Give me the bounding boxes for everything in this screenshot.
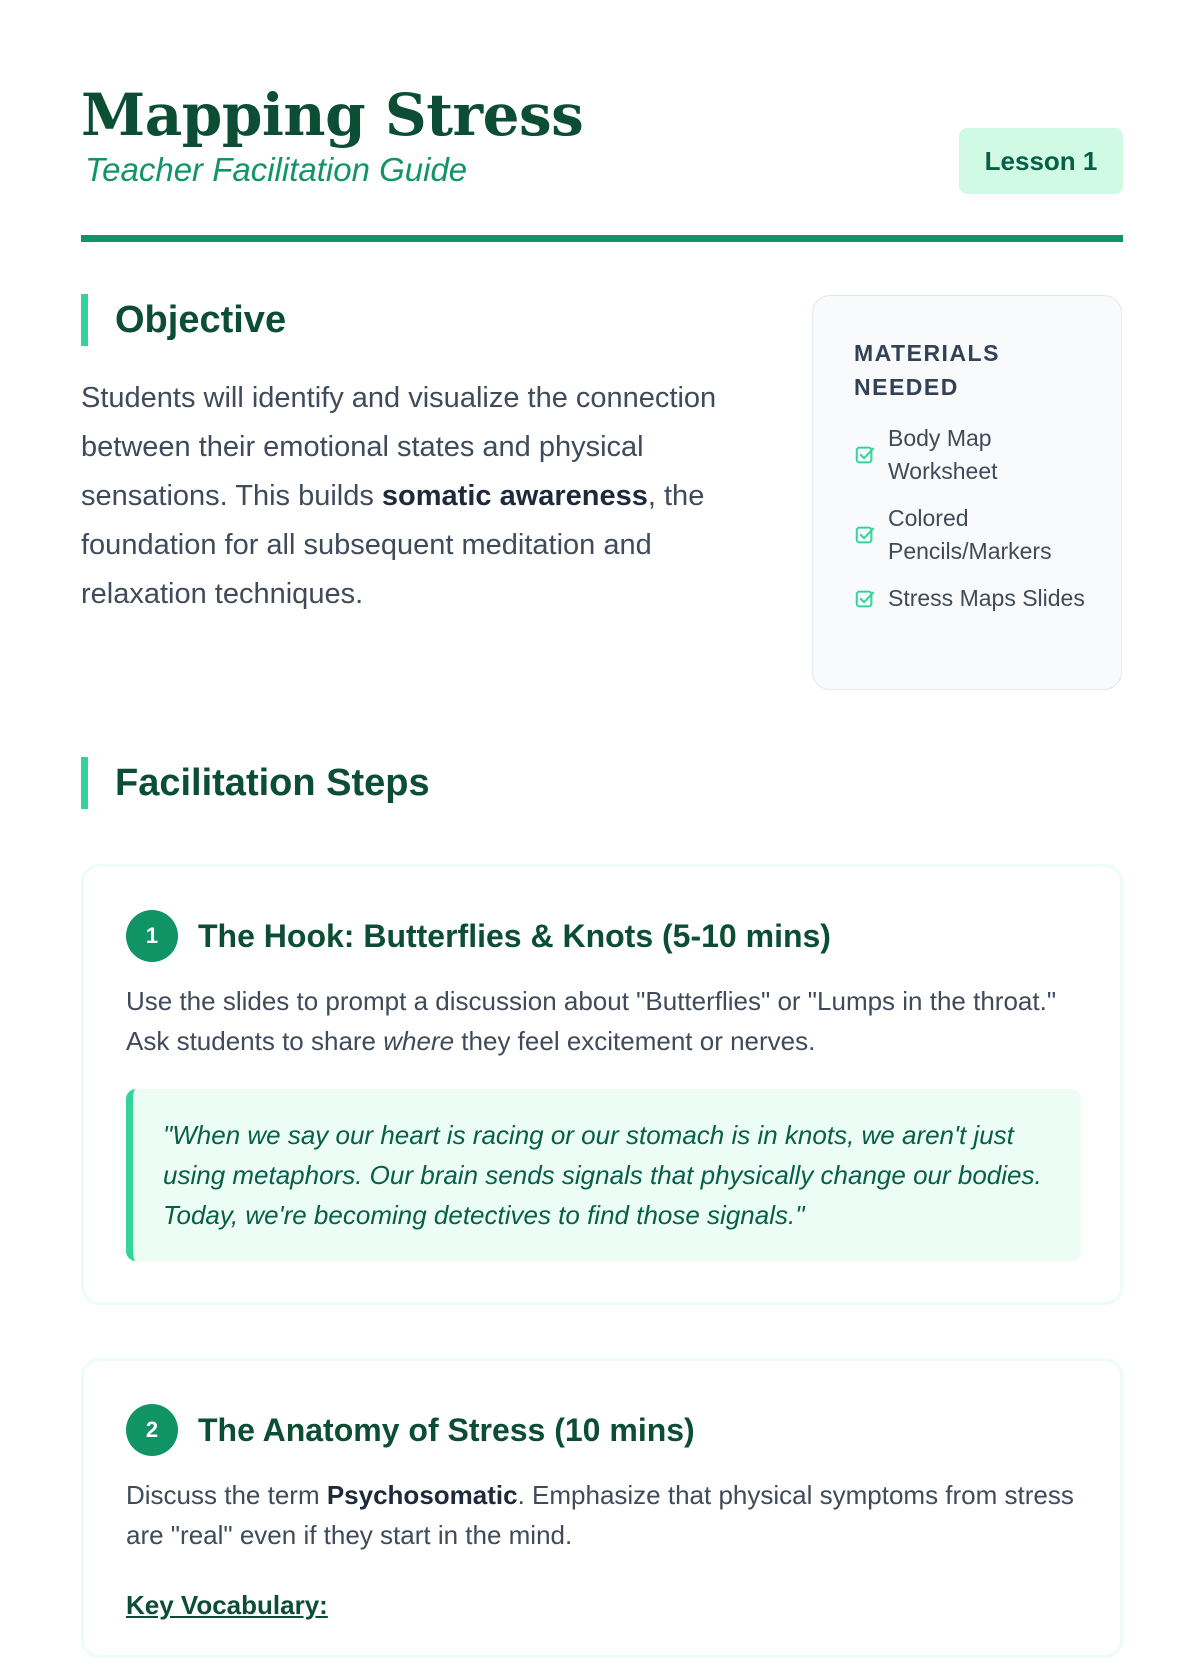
step-title: The Hook: Butterflies & Knots (5-10 mins) xyxy=(198,918,831,954)
checkbox-checked-icon xyxy=(854,588,876,610)
step-description-end: they feel excitement or nerves. xyxy=(454,1026,816,1056)
objective-text-bold: somatic awareness xyxy=(381,480,648,512)
script-quote: "When we say our heart is racing or our stomach is in knots, we aren't just using metaphors. Our brain sends signals that physically change our bodies. Today, we're becoming detectives to find those signals." xyxy=(126,1089,1081,1261)
step-card-2 xyxy=(81,1358,1123,1658)
step-description-end: . Emphasize that physical symptoms from stress are "real" even if they start in the mind. xyxy=(126,1480,1074,1550)
step-description-start: Use the slides to prompt a discussion about "Butterflies" or "Lumps in the throat." Ask students to share xyxy=(126,986,1057,1056)
checkbox-checked-icon xyxy=(854,444,876,466)
material-item xyxy=(854,502,1094,568)
header-divider xyxy=(81,235,1123,242)
key-vocabulary-label: Key Vocabulary: xyxy=(126,1590,328,1620)
material-label: Stress Maps Slides xyxy=(888,585,1085,611)
page-subtitle: Teacher Facilitation Guide xyxy=(85,151,468,188)
materials-card xyxy=(812,295,1122,690)
objective-text-start: Students will identify and visualize the connection between their emotional states and physical sensations. This builds xyxy=(81,382,717,512)
step-description xyxy=(126,981,1086,1061)
material-label: Colored Pencils/Markers xyxy=(888,505,1052,564)
step-title: The Anatomy of Stress (10 mins) xyxy=(198,1412,695,1448)
objective-text xyxy=(81,374,761,619)
material-label: Body Map Worksheet xyxy=(888,425,998,484)
material-item xyxy=(854,422,1094,488)
material-item xyxy=(854,582,1094,615)
lesson-badge: Lesson 1 xyxy=(959,128,1123,194)
step-number: 2 xyxy=(126,1404,178,1456)
step-description-bold: Psychosomatic xyxy=(326,1480,518,1510)
step-description-start: Discuss the term xyxy=(126,1480,327,1510)
objective-text-end: , the foundation for all subsequent meditation and relaxation techniques. xyxy=(81,480,705,610)
materials-title: MATERIALS NEEDED xyxy=(854,340,1000,400)
objective-heading: Objective xyxy=(81,294,286,346)
page-title: Mapping Stress xyxy=(81,81,584,149)
checkbox-checked-icon xyxy=(854,524,876,546)
facilitation-heading: Facilitation Steps xyxy=(81,757,430,809)
step-description xyxy=(126,1475,1086,1555)
step-number: 1 xyxy=(126,910,178,962)
step-card-1 xyxy=(81,864,1123,1305)
step-description-emphasis: where xyxy=(383,1026,455,1056)
header xyxy=(81,82,1123,242)
